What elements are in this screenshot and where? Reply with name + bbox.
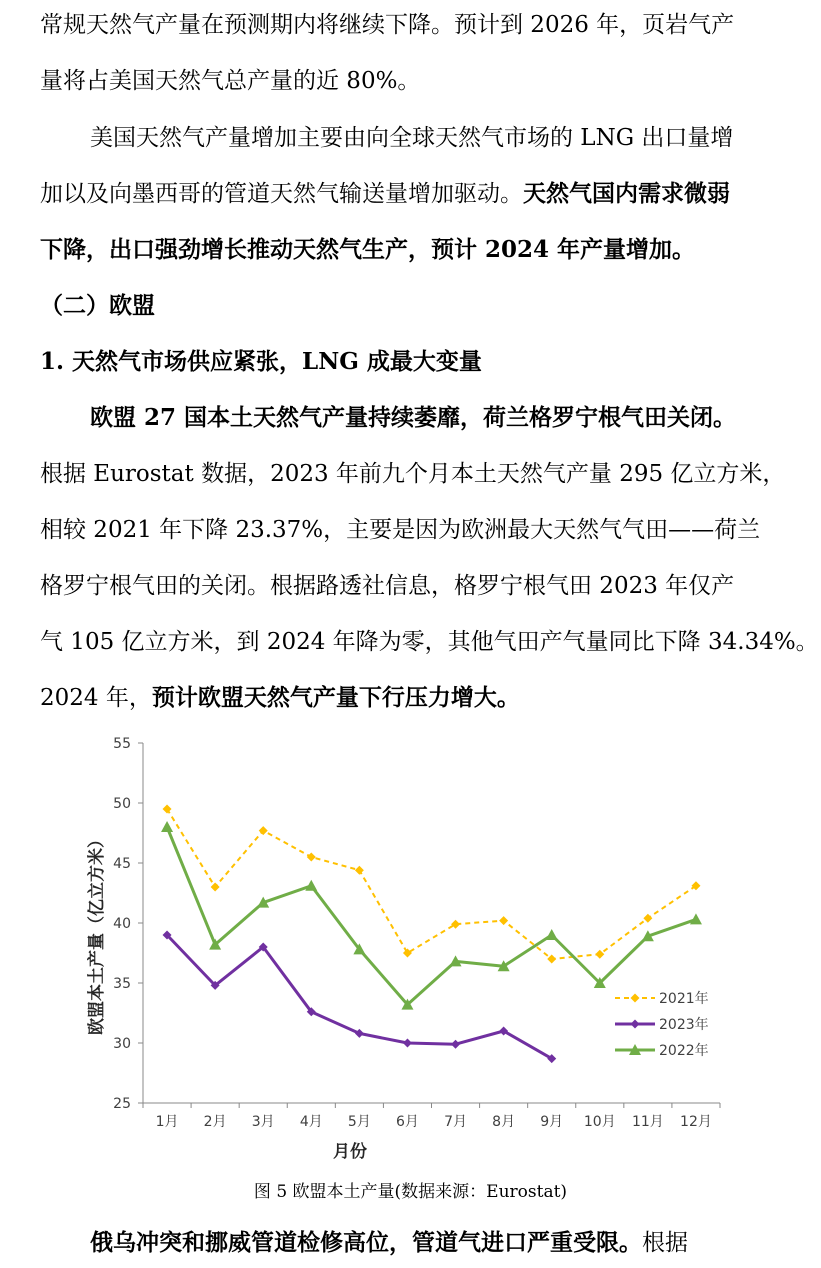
data-point (307, 853, 316, 862)
data-point (259, 826, 268, 835)
paragraph-line: 气 105 亿立方米，到 2024 年降为零，其他气田产气量同比下降 34.34%。 (40, 629, 819, 655)
data-point (403, 949, 412, 958)
x-tick-label: 4月 (299, 1114, 323, 1130)
paragraph-line: 相较 2021 年下降 23.37%，主要是因为欧洲最大天然气气田——荷兰 (40, 517, 761, 543)
data-point (547, 955, 556, 964)
bold-text-run: 天然气国内需求微弱 (523, 180, 730, 207)
data-point (355, 1029, 364, 1038)
paragraph-line (90, 1228, 688, 1258)
x-tick-label: 9月 (540, 1114, 564, 1130)
x-tick-label: 12月 (680, 1114, 712, 1130)
production-line-chart (80, 735, 740, 1175)
x-tick-label: 6月 (395, 1114, 419, 1130)
paragraph-line (40, 179, 730, 209)
x-axis-title: 月份 (333, 1142, 367, 1162)
y-tick-label: 30 (113, 1036, 131, 1052)
data-point (595, 950, 604, 959)
text-run: 2024 年， (40, 685, 152, 711)
y-tick-label: 40 (113, 916, 131, 932)
x-tick-label: 7月 (444, 1114, 468, 1130)
bold-text-run: 俄乌冲突和挪威管道检修高位，管道气进口严重受限。 (90, 1229, 642, 1256)
x-tick-label: 2月 (203, 1114, 227, 1130)
x-tick-label: 3月 (251, 1114, 275, 1130)
series-line-2 (167, 827, 696, 1005)
y-axis-title: 欧盟本土产量（亿立方米） (87, 831, 107, 1035)
x-tick-label: 1月 (155, 1114, 179, 1130)
figure-caption: 图 5 欧盟本土产量(数据来源：Eurostat) (253, 1182, 568, 1202)
x-tick-label: 10月 (583, 1114, 616, 1130)
sub-heading: 1. 天然气市场供应紧张，LNG 成最大变量 (40, 348, 482, 375)
paragraph-line: 量将占美国天然气总产量的近 80%。 (40, 68, 421, 94)
paragraph-line: 根据 Eurostat 数据，2023 年前九个月本土天然气产量 295 亿立方米， (40, 461, 786, 487)
data-point (546, 929, 558, 940)
paragraph-line: 美国天然气产量增加主要由向全球天然气市场的 LNG 出口量增 (90, 125, 734, 151)
legend-label: 2022年 (659, 1043, 709, 1059)
legend-marker (631, 994, 640, 1003)
y-tick-label: 45 (113, 856, 131, 872)
y-tick-label: 25 (113, 1096, 131, 1112)
y-tick-label: 50 (113, 796, 131, 812)
paragraph-line: 欧盟 27 国本土天然气产量持续萎靡，荷兰格罗宁根气田关闭。 (90, 404, 737, 431)
paragraph-line: 下降，出口强劲增长推动天然气生产，预计 2024 年产量增加。 (40, 236, 696, 263)
data-point (305, 880, 317, 891)
paragraph-line (40, 683, 520, 713)
legend-marker (631, 1020, 640, 1029)
series-line-0 (167, 809, 696, 959)
legend-label: 2023年 (659, 1017, 709, 1033)
data-point (690, 913, 702, 924)
data-point (163, 805, 172, 814)
section-heading: （二）欧盟 (40, 292, 155, 319)
paragraph-line: 常规天然气产量在预测期内将继续下降。预计到 2026 年，页岩气产 (40, 12, 735, 38)
data-point (451, 920, 460, 929)
data-point (161, 821, 173, 832)
text-run: 根据 (642, 1230, 688, 1256)
paragraph-line: 格罗宁根气田的关闭。根据路透社信息，格罗宁根气田 2023 年仅产 (40, 573, 735, 599)
x-tick-label: 8月 (492, 1114, 516, 1130)
x-tick-label: 5月 (347, 1114, 371, 1130)
data-point (211, 883, 220, 892)
data-point (499, 916, 508, 925)
text-run: 加以及向墨西哥的管道天然气输送量增加驱动。 (40, 181, 523, 207)
data-point (355, 866, 364, 875)
data-point (643, 914, 652, 923)
y-tick-label: 35 (113, 976, 131, 992)
data-point (451, 1040, 460, 1049)
y-tick-label: 55 (113, 736, 131, 752)
legend-label: 2021年 (659, 991, 709, 1007)
data-point (403, 1039, 412, 1048)
bold-text-run: 预计欧盟天然气产量下行压力增大。 (151, 684, 520, 711)
x-tick-label: 11月 (631, 1114, 664, 1130)
